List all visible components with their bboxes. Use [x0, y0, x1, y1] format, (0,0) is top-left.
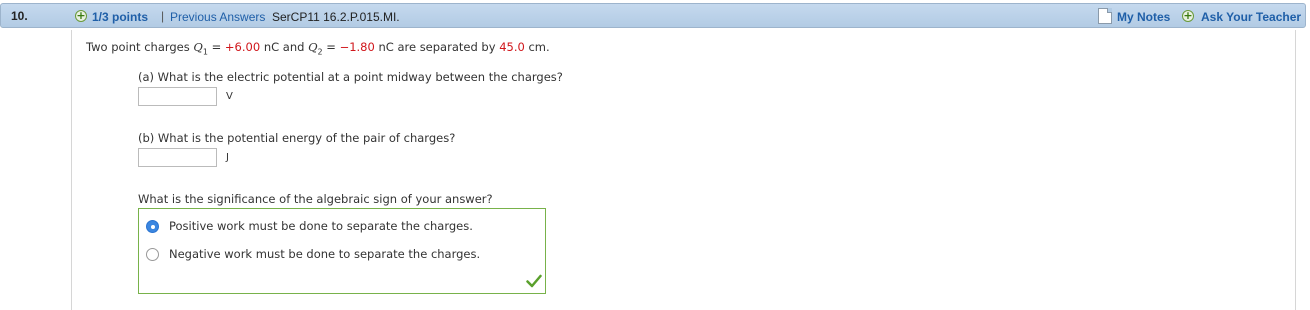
previous-answers-link[interactable]: Previous Answers: [170, 10, 266, 24]
option-negative-work-label[interactable]: Negative work must be done to separate the charges.: [169, 247, 481, 261]
part-a-answer-input[interactable]: [138, 87, 217, 106]
intro-text: Two point charges: [86, 40, 190, 54]
part-b-unit: J: [226, 152, 229, 163]
question-number: 10.: [11, 9, 28, 23]
q2-subscript: 2: [317, 47, 323, 57]
q2-value: −1.80: [339, 40, 375, 54]
problem-statement: [86, 40, 550, 56]
plus-icon[interactable]: +: [76, 9, 86, 22]
my-notes-link[interactable]: My Notes: [1117, 10, 1171, 24]
checkmark-icon: [526, 274, 542, 288]
q1-symbol: Q: [193, 40, 203, 54]
q1-unit: nC and: [263, 40, 305, 54]
option-positive-work-label[interactable]: Positive work must be done to separate the charges.: [169, 219, 473, 233]
answer-choices-box: [138, 208, 546, 294]
distance-value: 45.0: [499, 40, 525, 54]
ask-your-teacher-link[interactable]: Ask Your Teacher: [1201, 10, 1302, 24]
radio-negative-work[interactable]: [146, 248, 159, 261]
points-link[interactable]: 1/3 points: [92, 10, 149, 24]
q1-value: +6.00: [224, 40, 261, 54]
ask-teacher-plus-icon[interactable]: +: [1183, 9, 1193, 22]
question-header-bar: [0, 3, 1306, 28]
q1-subscript: 1: [202, 47, 208, 57]
part-c-question: What is the significance of the algebraic sign of your answer?: [138, 192, 493, 206]
header-separator: |: [161, 9, 165, 23]
part-a-question: (a) What is the electric potential at a point midway between the charges?: [138, 70, 563, 84]
question-id: SerCP11 16.2.P.015.MI.: [272, 10, 400, 24]
part-b-question: (b) What is the potential energy of the pair of charges?: [138, 131, 456, 145]
part-b-answer-input[interactable]: [138, 148, 217, 167]
q1-equals: =: [211, 40, 222, 54]
q2-equals: =: [326, 40, 336, 54]
part-a-unit: V: [226, 91, 233, 102]
radio-positive-work[interactable]: [146, 220, 159, 233]
q2-unit: nC are separated by: [378, 40, 496, 54]
notes-icon[interactable]: [1098, 8, 1112, 24]
q2-symbol: Q: [308, 40, 318, 54]
distance-unit: cm.: [528, 40, 550, 54]
